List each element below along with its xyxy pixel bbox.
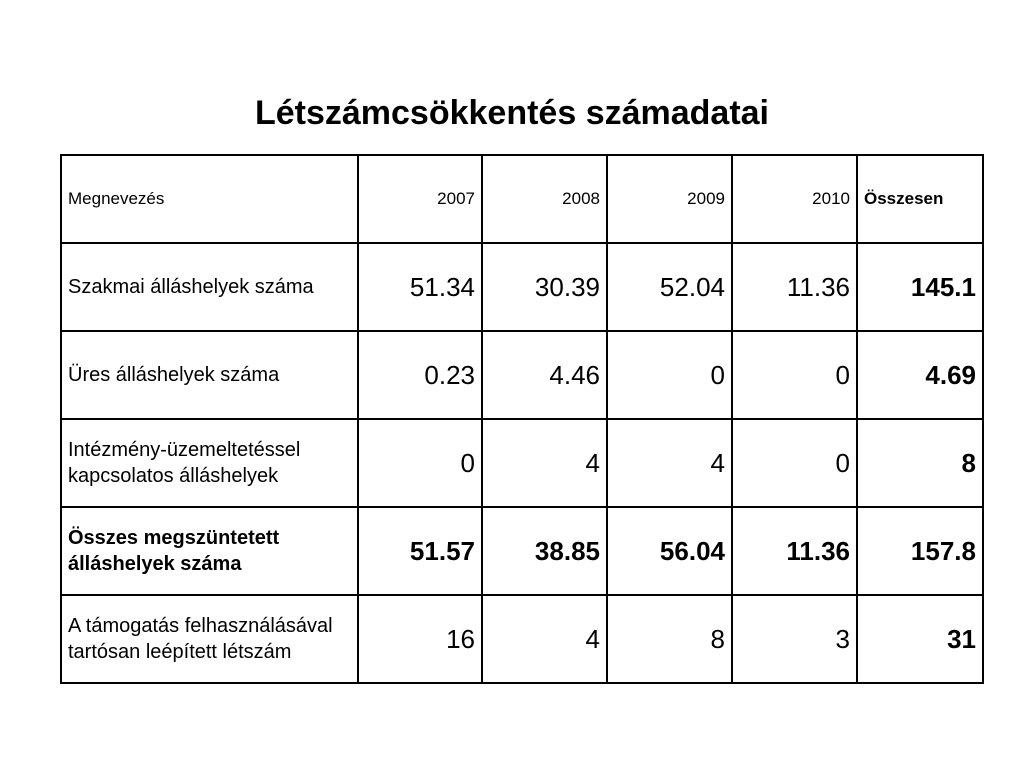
row-value: 3	[732, 595, 857, 683]
table-row	[61, 595, 983, 683]
page-title: Létszámcsökkentés számadatai	[254, 94, 770, 132]
header-label: Megnevezés	[61, 155, 358, 243]
row-value: 51.34	[358, 243, 482, 331]
row-value: 4.46	[482, 331, 607, 419]
row-total: 8	[857, 419, 983, 507]
row-value: 16	[358, 595, 482, 683]
header-total: Összesen	[857, 155, 983, 243]
header-year: 2009	[607, 155, 732, 243]
data-table	[60, 154, 984, 684]
row-label: Intézmény-üzemeltetéssel kapcsolatos álláshelyek	[61, 419, 358, 507]
row-value: 0	[607, 331, 732, 419]
header-year: 2007	[358, 155, 482, 243]
row-value: 11.36	[732, 507, 857, 595]
table-row	[61, 419, 983, 507]
row-value: 0	[358, 419, 482, 507]
row-value: 4	[482, 595, 607, 683]
row-label: Üres álláshelyek száma	[61, 331, 358, 419]
row-value: 52.04	[607, 243, 732, 331]
row-value: 0	[732, 331, 857, 419]
row-value: 38.85	[482, 507, 607, 595]
header-year: 2008	[482, 155, 607, 243]
row-total: 145.1	[857, 243, 983, 331]
table-row-summary	[61, 507, 983, 595]
row-value: 56.04	[607, 507, 732, 595]
row-value: 4	[482, 419, 607, 507]
row-total: 157.8	[857, 507, 983, 595]
row-value: 0.23	[358, 331, 482, 419]
row-value: 8	[607, 595, 732, 683]
row-value: 51.57	[358, 507, 482, 595]
row-total: 31	[857, 595, 983, 683]
row-value: 30.39	[482, 243, 607, 331]
row-value: 4	[607, 419, 732, 507]
row-label: Összes megszüntetett álláshelyek száma	[61, 507, 358, 595]
row-value: 0	[732, 419, 857, 507]
header-year: 2010	[732, 155, 857, 243]
row-label: A támogatás felhasználásával tartósan leépített létszám	[61, 595, 358, 683]
row-value: 11.36	[732, 243, 857, 331]
table-row	[61, 243, 983, 331]
table-header-row	[61, 155, 983, 243]
row-total: 4.69	[857, 331, 983, 419]
row-label: Szakmai álláshelyek száma	[61, 243, 358, 331]
table-row	[61, 331, 983, 419]
